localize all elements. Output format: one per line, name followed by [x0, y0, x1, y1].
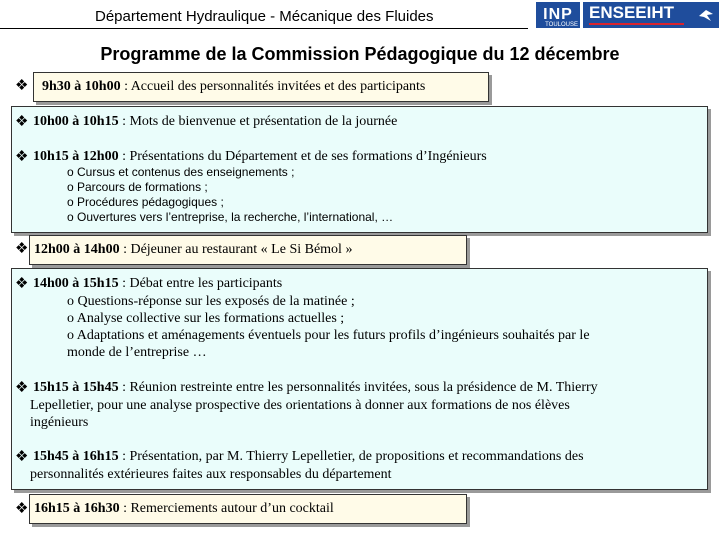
header-divider	[0, 28, 528, 29]
enseeiht-logo	[583, 2, 719, 28]
diamond-bullet-icon: ❖	[15, 149, 29, 165]
agenda-item-8-line	[34, 501, 334, 517]
agenda-text: : Présentations du Département et de ses formations d’Ingénieurs	[118, 149, 487, 164]
agenda-subitem: o Procédures pédagogiques ;	[67, 195, 224, 209]
agenda-subitem: o Questions-réponse sur les exposés de la matinée ;	[67, 294, 355, 309]
agenda-subitem: o Analyse collective sur les formations actuelles ;	[67, 311, 345, 326]
inp-logo-subtext: TOULOUSE	[545, 22, 578, 28]
agenda-time: 12h00 à 14h00	[34, 242, 120, 257]
agenda-time: 14h00 à 15h15	[33, 276, 119, 291]
agenda-time: 16h15 à 16h30	[34, 501, 120, 516]
agenda-text: : Déjeuner au restaurant « Le Si Bémol »	[119, 242, 353, 257]
department-title: Département Hydraulique - Mécanique des Fluides	[95, 8, 434, 25]
agenda-subitem: o Cursus et contenus des enseignements ;	[67, 165, 295, 179]
agenda-time: 15h45 à 16h15	[33, 449, 119, 464]
agenda-continuation: personnalités extérieures faites aux responsables du département	[30, 467, 392, 482]
agenda-continuation: ingénieurs	[30, 415, 89, 430]
agenda-continuation: Lepelletier, pour une analyse prospective des orientations à donner aux formations de nos élèves	[30, 398, 570, 413]
page-title: Programme de la Commission Pédagogique du 12 décembre	[100, 44, 620, 64]
diamond-bullet-icon: ❖	[15, 380, 29, 396]
inp-logo	[536, 2, 580, 28]
diamond-bullet-icon: ❖	[15, 276, 29, 292]
agenda-text: : Remerciements autour d’un cocktail	[119, 501, 334, 516]
diamond-bullet-icon: ❖	[15, 78, 29, 94]
inp-logo-text: INP	[543, 6, 573, 23]
agenda-item-4-line	[34, 242, 352, 258]
agenda-text: : Présentation, par M. Thierry Lepelletier, de propositions et recommandations des	[118, 449, 584, 464]
agenda-subitem: monde de l’entreprise …	[67, 345, 207, 360]
agenda-time: 15h15 à 15h45	[33, 380, 119, 395]
enseeiht-mark-icon	[697, 6, 715, 24]
agenda-subitem: o Adaptations et aménagements éventuels pour les futurs profils d’ingénieurs souhaités par le	[67, 328, 590, 343]
logo-red-bar	[589, 23, 684, 25]
agenda-text: : Mots de bienvenue et présentation de la journée	[118, 114, 398, 129]
agenda-time: 10h15 à 12h00	[33, 149, 119, 164]
enseeiht-logo-text: ENSEEIHT	[589, 3, 675, 22]
diamond-bullet-icon: ❖	[15, 241, 29, 257]
agenda-item-6-line	[33, 380, 598, 396]
agenda-time: 10h00 à 10h15	[33, 114, 119, 129]
agenda-subitem: o Parcours de formations ;	[67, 180, 208, 194]
diamond-bullet-icon: ❖	[15, 449, 29, 465]
agenda-item-5-line	[33, 276, 282, 292]
diamond-bullet-icon: ❖	[15, 501, 29, 517]
agenda-text: : Réunion restreinte entre les personnalités invitées, sous la présidence de M. Thierry	[118, 380, 598, 395]
agenda-subitem: o Ouvertures vers l’entreprise, la recherche, l’international, …	[67, 210, 394, 224]
agenda-time: 9h30 à 10h00	[42, 79, 121, 94]
agenda-item-2-line	[33, 114, 397, 130]
agenda-item-1-line	[42, 79, 425, 95]
agenda-text: : Débat entre les participants	[118, 276, 283, 291]
agenda-item-7-line	[33, 449, 584, 465]
diamond-bullet-icon: ❖	[15, 114, 29, 130]
agenda-text: : Accueil des personnalités invitées et des participants	[120, 79, 426, 94]
agenda-item-3-line	[33, 149, 487, 165]
